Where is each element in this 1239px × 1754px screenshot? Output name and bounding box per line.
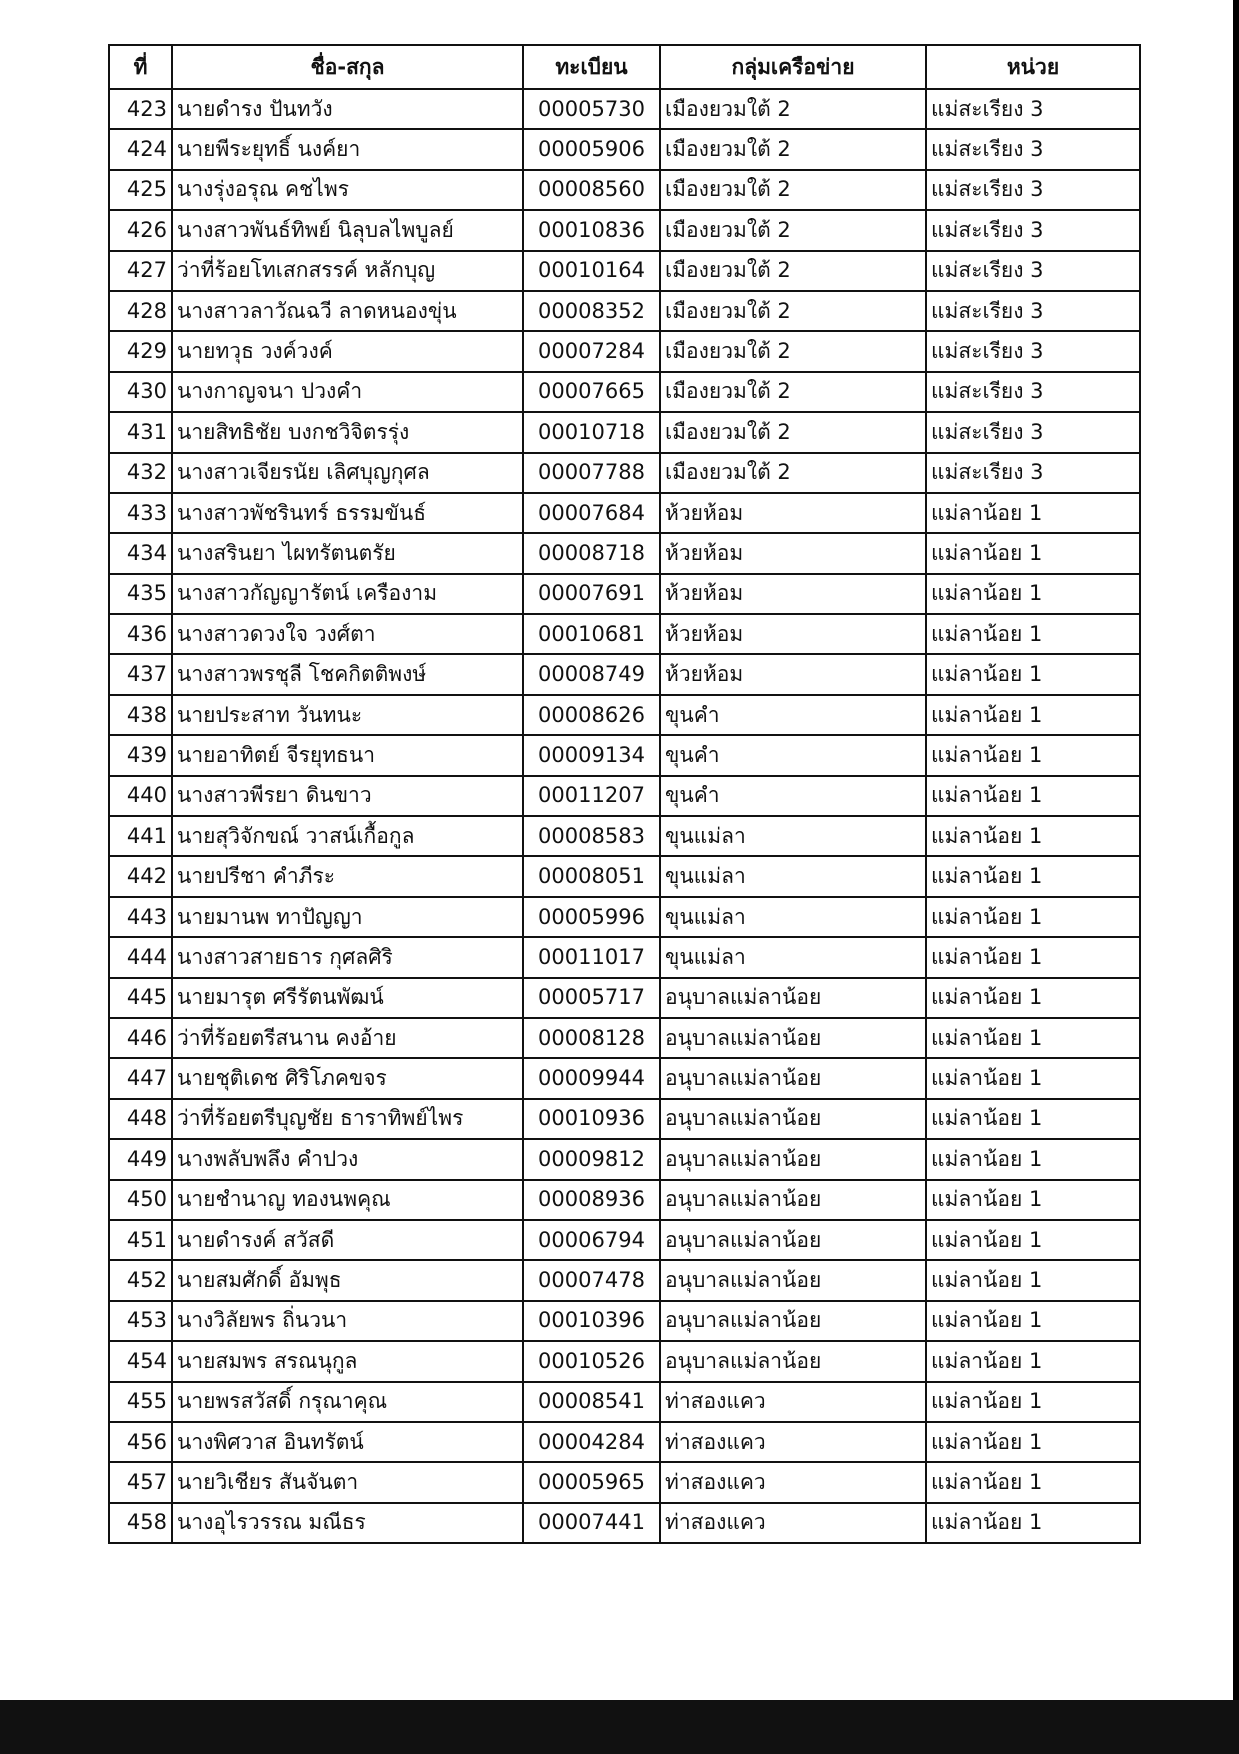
cell-unit: แม่สะเรียง 3 <box>926 251 1140 291</box>
cell-registration: 00008749 <box>523 654 660 694</box>
cell-registration: 00007691 <box>523 574 660 614</box>
cell-network-group: อนุบาลแม่ลาน้อย <box>660 1220 926 1260</box>
cell-name: นายวิเชียร สันจันตา <box>172 1462 523 1502</box>
cell-name: นางพลับพลึง คำปวง <box>172 1139 523 1179</box>
cell-unit: แม่ลาน้อย 1 <box>926 897 1140 937</box>
cell-name: นางสาวดวงใจ วงศ์ตา <box>172 614 523 654</box>
table-row <box>109 1018 1140 1058</box>
cell-network-group: ห้วยห้อม <box>660 574 926 614</box>
cell-name: นายทวุธ วงค์วงค์ <box>172 331 523 371</box>
cell-network-group: ห้วยห้อม <box>660 493 926 533</box>
cell-no: 430 <box>109 372 172 412</box>
cell-name: นายสุวิจักขณ์ วาสน์เกื้อกูล <box>172 816 523 856</box>
cell-unit: แม่สะเรียง 3 <box>926 331 1140 371</box>
cell-network-group: อนุบาลแม่ลาน้อย <box>660 1260 926 1300</box>
table-row <box>109 1301 1140 1341</box>
cell-network-group: ห้วยห้อม <box>660 614 926 654</box>
table-row <box>109 453 1140 493</box>
table-row <box>109 614 1140 654</box>
cell-name: นางอุไรวรรณ มณีธร <box>172 1503 523 1543</box>
cell-name: นางสาวสายธาร กุศลศิริ <box>172 937 523 977</box>
table-row <box>109 493 1140 533</box>
cell-unit: แม่สะเรียง 3 <box>926 453 1140 493</box>
cell-network-group: ท่าสองแคว <box>660 1462 926 1502</box>
cell-registration: 00007441 <box>523 1503 660 1543</box>
table-row <box>109 897 1140 937</box>
cell-network-group: ท่าสองแคว <box>660 1422 926 1462</box>
cell-name: นายสมศักดิ์ อัมพุธ <box>172 1260 523 1300</box>
cell-name: นายพีระยุทธิ์ นงค์ยา <box>172 129 523 169</box>
cell-name: นางวิลัยพร ถิ่นวนา <box>172 1301 523 1341</box>
cell-network-group: เมืองยวมใต้ 2 <box>660 251 926 291</box>
cell-no: 436 <box>109 614 172 654</box>
header-unit: หน่วย <box>926 45 1140 89</box>
cell-no: 423 <box>109 89 172 129</box>
cell-name: นายชำนาญ ทองนพคุณ <box>172 1180 523 1220</box>
cell-unit: แม่สะเรียง 3 <box>926 129 1140 169</box>
cell-registration: 00010836 <box>523 210 660 250</box>
header-name: ชื่อ-สกุล <box>172 45 523 89</box>
table-row <box>109 1180 1140 1220</box>
cell-network-group: เมืองยวมใต้ 2 <box>660 170 926 210</box>
cell-name: ว่าที่ร้อยโทเสกสรรค์ หลักบุญ <box>172 251 523 291</box>
cell-no: 457 <box>109 1462 172 1502</box>
cell-network-group: ท่าสองแคว <box>660 1382 926 1422</box>
cell-name: นายมารุต ศรีรัตนพัฒน์ <box>172 978 523 1018</box>
table-row <box>109 129 1140 169</box>
cell-network-group: เมืองยวมใต้ 2 <box>660 89 926 129</box>
cell-network-group: ห้วยห้อม <box>660 654 926 694</box>
cell-registration: 00009812 <box>523 1139 660 1179</box>
cell-no: 442 <box>109 856 172 896</box>
cell-no: 433 <box>109 493 172 533</box>
cell-unit: แม่ลาน้อย 1 <box>926 1180 1140 1220</box>
cell-no: 435 <box>109 574 172 614</box>
cell-no: 449 <box>109 1139 172 1179</box>
cell-unit: แม่ลาน้อย 1 <box>926 1058 1140 1098</box>
cell-registration: 00008051 <box>523 856 660 896</box>
table-row <box>109 735 1140 775</box>
cell-registration: 00005730 <box>523 89 660 129</box>
cell-network-group: ขุนแม่ลา <box>660 856 926 896</box>
cell-no: 444 <box>109 937 172 977</box>
cell-unit: แม่สะเรียง 3 <box>926 291 1140 331</box>
cell-registration: 00011207 <box>523 776 660 816</box>
cell-name: นางสาวพีรยา ดินขาว <box>172 776 523 816</box>
table-body <box>109 89 1140 1543</box>
table-row <box>109 654 1140 694</box>
cell-no: 452 <box>109 1260 172 1300</box>
cell-registration: 00010526 <box>523 1341 660 1381</box>
cell-registration: 00008936 <box>523 1180 660 1220</box>
cell-name: นางสาวพันธ์ทิพย์ นิลุบลไพบูลย์ <box>172 210 523 250</box>
cell-name: ว่าที่ร้อยตรีบุญชัย ธาราทิพย์ไพร <box>172 1099 523 1139</box>
table-row <box>109 1220 1140 1260</box>
cell-network-group: อนุบาลแม่ลาน้อย <box>660 1301 926 1341</box>
cell-name: นายอาทิตย์ จีรยุทธนา <box>172 735 523 775</box>
cell-unit: แม่สะเรียง 3 <box>926 210 1140 250</box>
header-registration: ทะเบียน <box>523 45 660 89</box>
cell-registration: 00008718 <box>523 533 660 573</box>
cell-unit: แม่ลาน้อย 1 <box>926 1422 1140 1462</box>
table-row <box>109 695 1140 735</box>
cell-registration: 00011017 <box>523 937 660 977</box>
cell-no: 458 <box>109 1503 172 1543</box>
cell-no: 440 <box>109 776 172 816</box>
table-row <box>109 1260 1140 1300</box>
cell-name: นายชุติเดช ศิริโภคขจร <box>172 1058 523 1098</box>
cell-name: นางพิศวาส อินทรัตน์ <box>172 1422 523 1462</box>
cell-no: 439 <box>109 735 172 775</box>
table-row <box>109 1382 1140 1422</box>
cell-no: 426 <box>109 210 172 250</box>
cell-name: นางสาวพรชุลี โชคกิตติพงษ์ <box>172 654 523 694</box>
cell-unit: แม่ลาน้อย 1 <box>926 978 1140 1018</box>
table-row <box>109 574 1140 614</box>
cell-registration: 00008352 <box>523 291 660 331</box>
cell-no: 450 <box>109 1180 172 1220</box>
cell-registration: 00007284 <box>523 331 660 371</box>
cell-unit: แม่ลาน้อย 1 <box>926 1301 1140 1341</box>
table-row <box>109 89 1140 129</box>
cell-no: 432 <box>109 453 172 493</box>
cell-registration: 00010718 <box>523 412 660 452</box>
cell-name: นายมานพ ทาปัญญา <box>172 897 523 937</box>
cell-no: 424 <box>109 129 172 169</box>
cell-network-group: อนุบาลแม่ลาน้อย <box>660 1180 926 1220</box>
cell-registration: 00009134 <box>523 735 660 775</box>
cell-network-group: ขุนคำ <box>660 776 926 816</box>
personnel-table <box>108 44 1141 1544</box>
cell-name: นายพรสวัสดิ์ กรุณาคุณ <box>172 1382 523 1422</box>
cell-no: 446 <box>109 1018 172 1058</box>
cell-network-group: เมืองยวมใต้ 2 <box>660 331 926 371</box>
cell-network-group: ขุนแม่ลา <box>660 937 926 977</box>
table-row <box>109 1058 1140 1098</box>
cell-no: 428 <box>109 291 172 331</box>
table-row <box>109 856 1140 896</box>
cell-network-group: อนุบาลแม่ลาน้อย <box>660 1018 926 1058</box>
cell-network-group: ขุนแม่ลา <box>660 897 926 937</box>
cell-network-group: อนุบาลแม่ลาน้อย <box>660 978 926 1018</box>
cell-registration: 00008541 <box>523 1382 660 1422</box>
cell-no: 431 <box>109 412 172 452</box>
cell-unit: แม่สะเรียง 3 <box>926 89 1140 129</box>
cell-name: นายปรีชา คำภีระ <box>172 856 523 896</box>
cell-registration: 00007665 <box>523 372 660 412</box>
table-row <box>109 1462 1140 1502</box>
cell-registration: 00008128 <box>523 1018 660 1058</box>
cell-network-group: เมืองยวมใต้ 2 <box>660 453 926 493</box>
table-row <box>109 412 1140 452</box>
cell-unit: แม่สะเรียง 3 <box>926 170 1140 210</box>
cell-unit: แม่ลาน้อย 1 <box>926 654 1140 694</box>
cell-registration: 00005996 <box>523 897 660 937</box>
cell-network-group: ขุนคำ <box>660 735 926 775</box>
cell-unit: แม่ลาน้อย 1 <box>926 493 1140 533</box>
table-row <box>109 210 1140 250</box>
table-row <box>109 331 1140 371</box>
cell-unit: แม่ลาน้อย 1 <box>926 1099 1140 1139</box>
cell-unit: แม่ลาน้อย 1 <box>926 1220 1140 1260</box>
cell-name: นางกาญจนา ปวงคำ <box>172 372 523 412</box>
cell-registration: 00005906 <box>523 129 660 169</box>
cell-no: 454 <box>109 1341 172 1381</box>
cell-registration: 00007478 <box>523 1260 660 1300</box>
cell-no: 455 <box>109 1382 172 1422</box>
table-row <box>109 372 1140 412</box>
cell-no: 438 <box>109 695 172 735</box>
cell-unit: แม่ลาน้อย 1 <box>926 614 1140 654</box>
cell-no: 443 <box>109 897 172 937</box>
cell-network-group: อนุบาลแม่ลาน้อย <box>660 1341 926 1381</box>
cell-unit: แม่สะเรียง 3 <box>926 372 1140 412</box>
cell-unit: แม่ลาน้อย 1 <box>926 1139 1140 1179</box>
cell-no: 451 <box>109 1220 172 1260</box>
table-row <box>109 1341 1140 1381</box>
scan-edge <box>1233 0 1239 1700</box>
cell-unit: แม่ลาน้อย 1 <box>926 695 1140 735</box>
table-row <box>109 816 1140 856</box>
cell-registration: 00005965 <box>523 1462 660 1502</box>
cell-unit: แม่ลาน้อย 1 <box>926 1503 1140 1543</box>
cell-registration: 00009944 <box>523 1058 660 1098</box>
cell-registration: 00010681 <box>523 614 660 654</box>
cell-unit: แม่สะเรียง 3 <box>926 412 1140 452</box>
cell-name: นางรุ่งอรุณ คชไพร <box>172 170 523 210</box>
cell-no: 427 <box>109 251 172 291</box>
cell-no: 445 <box>109 978 172 1018</box>
cell-registration: 00005717 <box>523 978 660 1018</box>
cell-network-group: ขุนแม่ลา <box>660 816 926 856</box>
table-row <box>109 533 1140 573</box>
cell-network-group: อนุบาลแม่ลาน้อย <box>660 1099 926 1139</box>
cell-name: ว่าที่ร้อยตรีสนาน คงอ้าย <box>172 1018 523 1058</box>
cell-unit: แม่ลาน้อย 1 <box>926 937 1140 977</box>
cell-unit: แม่ลาน้อย 1 <box>926 574 1140 614</box>
cell-name: นายดำรงค์ สวัสดี <box>172 1220 523 1260</box>
cell-unit: แม่ลาน้อย 1 <box>926 1382 1140 1422</box>
cell-name: นายสมพร สรณนุกูล <box>172 1341 523 1381</box>
table-row <box>109 1503 1140 1543</box>
header-network-group: กลุ่มเครือข่าย <box>660 45 926 89</box>
scan-bottom-bar <box>0 1700 1239 1754</box>
cell-no: 441 <box>109 816 172 856</box>
cell-registration: 00007788 <box>523 453 660 493</box>
cell-unit: แม่ลาน้อย 1 <box>926 1018 1140 1058</box>
cell-no: 437 <box>109 654 172 694</box>
cell-registration: 00010936 <box>523 1099 660 1139</box>
cell-network-group: ขุนคำ <box>660 695 926 735</box>
cell-name: นางสรินยา ไผทรัตนตรัย <box>172 533 523 573</box>
table-header-row <box>109 45 1140 89</box>
cell-registration: 00007684 <box>523 493 660 533</box>
cell-network-group: ท่าสองแคว <box>660 1503 926 1543</box>
cell-registration: 00008583 <box>523 816 660 856</box>
cell-no: 448 <box>109 1099 172 1139</box>
cell-no: 434 <box>109 533 172 573</box>
cell-registration: 00010396 <box>523 1301 660 1341</box>
cell-unit: แม่ลาน้อย 1 <box>926 1462 1140 1502</box>
cell-name: นายสิทธิชัย บงกชวิจิตรรุ่ง <box>172 412 523 452</box>
cell-name: นางสาวลาวัณฉวี ลาดหนองขุ่น <box>172 291 523 331</box>
cell-name: นางสาวเจียรนัย เลิศบุญกุศล <box>172 453 523 493</box>
cell-registration: 00008626 <box>523 695 660 735</box>
cell-no: 429 <box>109 331 172 371</box>
cell-registration: 00004284 <box>523 1422 660 1462</box>
cell-name: นายประสาท วันทนะ <box>172 695 523 735</box>
cell-no: 453 <box>109 1301 172 1341</box>
cell-name: นางสาวพัชรินทร์ ธรรมขันธ์ <box>172 493 523 533</box>
cell-unit: แม่ลาน้อย 1 <box>926 533 1140 573</box>
cell-registration: 00010164 <box>523 251 660 291</box>
cell-unit: แม่ลาน้อย 1 <box>926 1341 1140 1381</box>
cell-unit: แม่ลาน้อย 1 <box>926 1260 1140 1300</box>
table-row <box>109 1099 1140 1139</box>
header-no: ที่ <box>109 45 172 89</box>
table-row <box>109 291 1140 331</box>
cell-name: นางสาวกัญญารัตน์ เครืองาม <box>172 574 523 614</box>
cell-network-group: ห้วยห้อม <box>660 533 926 573</box>
cell-registration: 00006794 <box>523 1220 660 1260</box>
table-row <box>109 776 1140 816</box>
cell-unit: แม่ลาน้อย 1 <box>926 776 1140 816</box>
cell-network-group: เมืองยวมใต้ 2 <box>660 291 926 331</box>
cell-no: 456 <box>109 1422 172 1462</box>
table-row <box>109 1422 1140 1462</box>
cell-network-group: เมืองยวมใต้ 2 <box>660 372 926 412</box>
table-row <box>109 170 1140 210</box>
cell-network-group: เมืองยวมใต้ 2 <box>660 210 926 250</box>
table-row <box>109 1139 1140 1179</box>
table-row <box>109 937 1140 977</box>
cell-unit: แม่ลาน้อย 1 <box>926 735 1140 775</box>
cell-unit: แม่ลาน้อย 1 <box>926 856 1140 896</box>
cell-name: นายดำรง ปันทวัง <box>172 89 523 129</box>
table-row <box>109 978 1140 1018</box>
cell-network-group: เมืองยวมใต้ 2 <box>660 412 926 452</box>
cell-no: 425 <box>109 170 172 210</box>
cell-no: 447 <box>109 1058 172 1098</box>
table-row <box>109 251 1140 291</box>
cell-network-group: อนุบาลแม่ลาน้อย <box>660 1058 926 1098</box>
cell-unit: แม่ลาน้อย 1 <box>926 816 1140 856</box>
cell-network-group: เมืองยวมใต้ 2 <box>660 129 926 169</box>
cell-registration: 00008560 <box>523 170 660 210</box>
cell-network-group: อนุบาลแม่ลาน้อย <box>660 1139 926 1179</box>
